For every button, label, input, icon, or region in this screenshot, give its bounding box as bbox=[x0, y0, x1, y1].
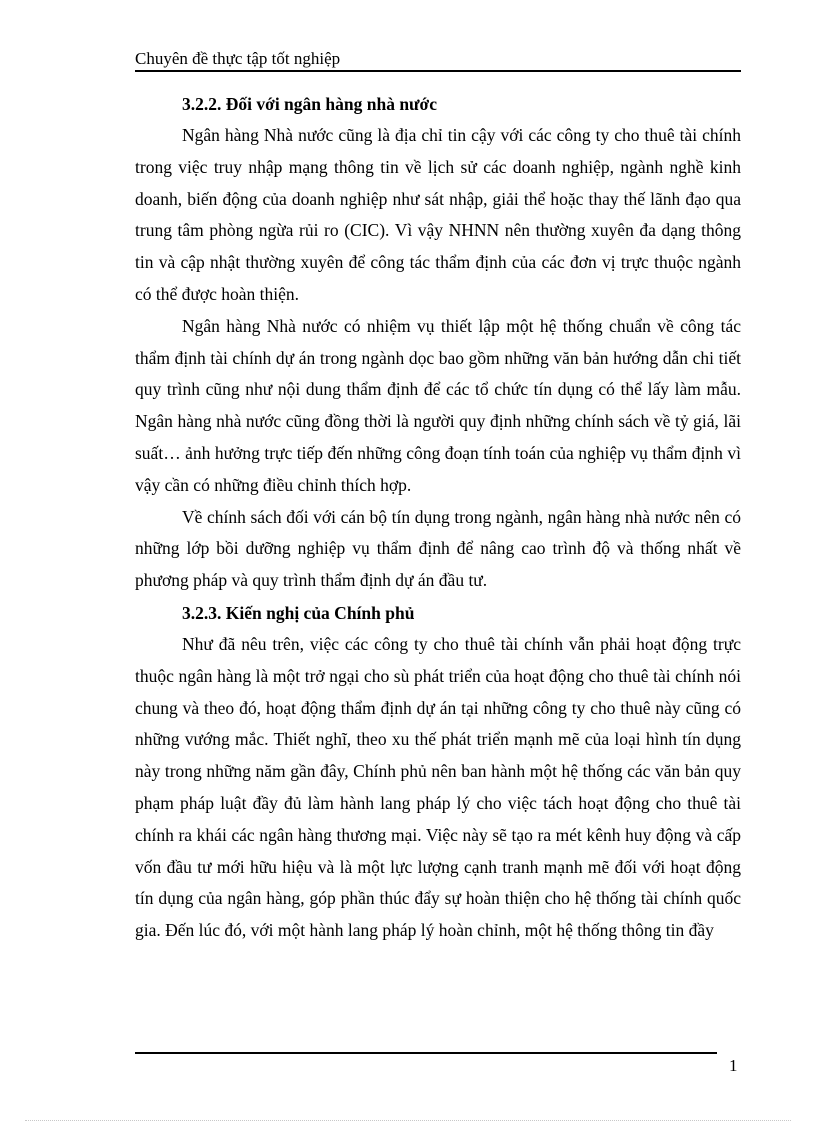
footer-rule bbox=[135, 1052, 717, 1054]
paragraph: Về chính sách đối với cán bộ tín dụng trong ngành, ngân hàng nhà nước nên có những lớp bồi dưỡng nghiệp vụ thẩm định để nâng cao trình độ và thống nhất về phương pháp và quy trình thẩm định dự án đầu tư. bbox=[135, 506, 741, 591]
section-heading-3-2-3: 3.2.3. Kiến nghị của Chính phủ bbox=[182, 602, 415, 623]
document-body bbox=[135, 88, 741, 947]
paragraph: Như đã nêu trên, việc các công ty cho thuê tài chính vẫn phải hoạt động trực thuộc ngân hàng là một trở ngại cho sù phát triển của hoạt động cho thuê tài chính nói chung và theo đó, hoạt động thẩm định dự án tại những công ty cho thuê này cũng có những vướng mắc. Thiết nghĩ, theo xu thế phát triển mạnh mẽ của loại hình tín dụng này trong những năm gần đây, Chính phủ nên ban hành một hệ thống các văn bản quy phạm pháp luật đầy đủ làm hành lang pháp lý cho việc tách hoạt động cho thuê tài chính ra khái các ngân hàng thương mại. Việc này sẽ tạo ra mét kênh huy động và cấp vốn đầu tư mới hữu hiệu và là một lực lượng cạnh tranh mạnh mẽ đối với hoạt động tín dụng của ngân hàng, góp phần thúc đẩy sự hoàn thiện cho hệ thống tài chính quốc gia. Đến lúc đó, với một hành lang pháp lý hoàn chỉnh, một hệ thống thông tin đầy bbox=[135, 633, 741, 941]
page-number: 1 bbox=[729, 1056, 738, 1075]
page-break-divider bbox=[25, 1120, 791, 1121]
paragraph: Ngân hàng Nhà nước có nhiệm vụ thiết lập một hệ thống chuẩn về công tác thẩm định tài chính dự án trong ngành dọc bao gồm những văn bản hướng dẫn chi tiết quy trình cũng như nội dung thẩm định để các tổ chức tín dụng có thể lấy làm mẫu. Ngân hàng nhà nước cũng đồng thời là người quy định những chính sách về tỷ giá, lãi suất… ảnh hưởng trực tiếp đến những công đoạn tính toán của nghiệp vụ thẩm định vì vậy cần có những điều chỉnh thích hợp. bbox=[135, 315, 741, 495]
section-heading-3-2-2: 3.2.2. Đối với ngân hàng nhà nước bbox=[182, 94, 438, 114]
page-header: Chuyên đề thực tập tốt nghiệp bbox=[135, 48, 741, 72]
paragraph: Ngân hàng Nhà nước cũng là địa chỉ tin cậy với các công ty cho thuê tài chính trong việc truy nhập mạng thông tin về lịch sử các doanh nghiệp, ngành nghề kinh doanh, biến động của doanh nghiệp như sát nhập, giải thể hoặc thay thế lãnh đạo qua trung tâm phòng ngừa rủi ro (CIC). Vì vậy NHNN nên thường xuyên đa dạng thông tin và cập nhật thường xuyên để công tác thẩm định của các đơn vị trực thuộc ngành có thể được hoàn thiện. bbox=[135, 125, 741, 304]
